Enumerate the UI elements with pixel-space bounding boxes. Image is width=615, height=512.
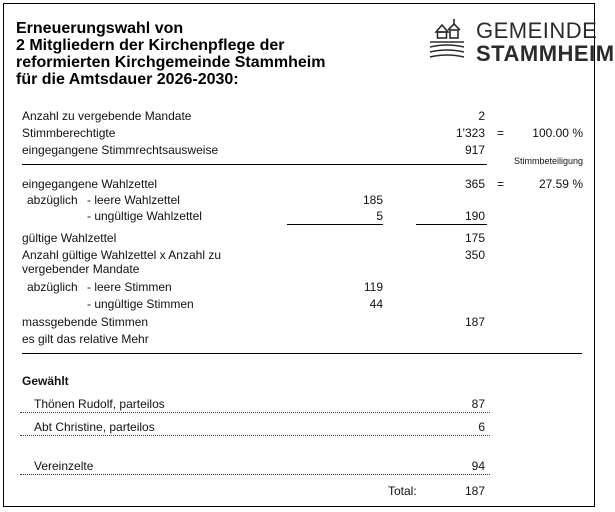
invalid-ballots-subvalue: 5 <box>376 209 383 223</box>
scattered-votes-value: 94 <box>471 459 485 473</box>
mandate-value: 2 <box>478 109 485 123</box>
eligible-percent: 100.00 % <box>532 126 583 140</box>
majority-note: es gilt das relative Mehr <box>22 332 149 346</box>
village-emblem-icon <box>428 16 466 60</box>
subtotal-underline <box>416 224 487 225</box>
municipality-logo <box>428 14 615 66</box>
valid-ballots-value: 175 <box>464 231 485 245</box>
empty-ballots-label: - leere Wahlzettel <box>87 193 180 207</box>
elected-heading: Gewählt <box>22 374 69 388</box>
candidate-name: Thönen Rudolf, parteilos <box>34 397 165 411</box>
candidate-votes: 6 <box>478 420 485 434</box>
title-line: reformierten Kirchgemeinde Stammheim <box>16 54 326 71</box>
dotted-rule <box>20 435 490 436</box>
ballots-times-mandates-value: 350 <box>464 248 485 262</box>
empty-votes-prefix: abzüglich <box>27 280 78 294</box>
valid-ballots-label: gültige Wahlzettel <box>22 231 117 245</box>
total-value: 187 <box>464 484 485 498</box>
candidate-votes: 87 <box>471 397 485 411</box>
empty-ballots-subvalue: 185 <box>362 193 383 207</box>
voting-ids-label: eingegangene Stimmrechtsausweise <box>22 143 219 157</box>
dotted-rule <box>20 474 490 475</box>
invalid-ballots-total: 190 <box>464 209 485 223</box>
eligible-value: 1'323 <box>456 126 485 140</box>
invalid-votes-label: - ungültige Stimmen <box>87 297 194 311</box>
title-line: 2 Mitgliedern der Kirchenpflege der <box>16 37 285 54</box>
invalid-ballots-label: - ungültige Wahlzettel <box>87 209 202 223</box>
ballots-equals: = <box>497 177 505 191</box>
logo-text-line2: STAMMHEIM <box>476 41 615 66</box>
empty-ballots-prefix: abzüglich <box>27 193 78 207</box>
ballots-value: 365 <box>464 177 485 191</box>
title-line: für die Amtsdauer 2026-2030: <box>16 71 239 88</box>
ballots-times-mandates-label-line1: Anzahl gültige Wahlzettel x Anzahl zu <box>22 248 222 262</box>
title-line: Erneuerungswahl von <box>16 20 184 37</box>
section-divider <box>22 353 582 354</box>
empty-votes-subvalue: 119 <box>363 280 383 294</box>
candidate-name: Abt Christine, parteilos <box>34 420 155 434</box>
eligible-equals: = <box>497 126 505 140</box>
subtotal-underline <box>287 224 383 225</box>
invalid-votes-subvalue: 44 <box>369 297 383 311</box>
total-label: Total: <box>388 484 417 498</box>
empty-votes-label: - leere Stimmen <box>87 280 172 294</box>
decisive-votes-label: massgebende Stimmen <box>22 315 149 329</box>
voting-ids-value: 917 <box>464 143 485 157</box>
document-title <box>16 20 325 88</box>
mandate-label: Anzahl zu vergebende Mandate <box>22 109 192 123</box>
turnout-caption: Stimmbeteiligung <box>513 156 583 166</box>
logo-text-line1: GEMEINDE <box>476 18 598 43</box>
scattered-votes-label: Vereinzelte <box>34 459 94 473</box>
eligible-label: Stimmberechtigte <box>22 126 116 140</box>
ballots-percent: 27.59 % <box>538 177 583 191</box>
decisive-votes-value: 187 <box>464 315 485 329</box>
ballots-times-mandates-label-line2: vergebender Mandate <box>22 262 140 276</box>
dotted-rule <box>20 412 490 413</box>
divider <box>22 164 487 165</box>
ballots-label: eingegangene Wahlzettel <box>22 177 157 191</box>
